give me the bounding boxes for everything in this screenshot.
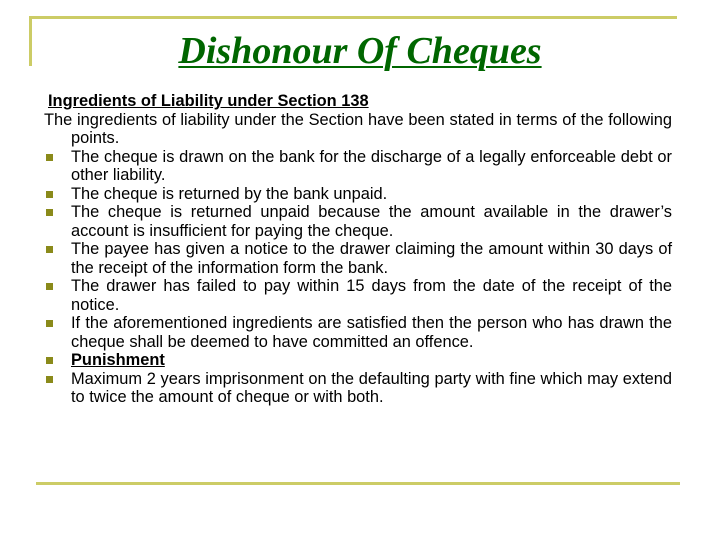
list-item: [44, 203, 672, 240]
square-bullet-icon: [46, 357, 53, 364]
list-item-text: If the aforementioned ingredients are satisfied then the person who has drawn the cheque shall be deemed to have committed an offence.: [71, 314, 672, 351]
square-bullet-icon: [46, 191, 53, 198]
list-item-text: The cheque is drawn on the bank for the discharge of a legally enforceable debt or other liability.: [71, 147, 672, 184]
bullet-list: [44, 148, 672, 407]
list-item: [44, 148, 672, 185]
list-item: [44, 240, 672, 277]
list-item: [44, 314, 672, 351]
square-bullet-icon: [46, 246, 53, 253]
list-item-text: The drawer has failed to pay within 15 days from the date of the receipt of the notice.: [71, 277, 672, 314]
list-item-text: Maximum 2 years imprisonment on the defaulting party with fine which may extend to twice the amount of cheque or with both.: [71, 369, 672, 406]
intro-paragraph: The ingredients of liability under the Section have been stated in terms of the following points.: [44, 110, 672, 147]
list-item-punishment: [44, 351, 672, 370]
list-item: [44, 277, 672, 314]
square-bullet-icon: [46, 283, 53, 290]
list-item-text: The payee has given a notice to the drawer claiming the amount within 30 days of the receipt of the information form the bank.: [71, 240, 672, 277]
slide-body: [44, 92, 672, 407]
square-bullet-icon: [46, 209, 53, 216]
section-heading: Ingredients of Liability under Section 138: [48, 92, 369, 110]
list-item: [44, 185, 672, 204]
punishment-heading: Punishment: [71, 351, 165, 369]
slide-title: Dishonour Of Cheques: [178, 30, 542, 72]
square-bullet-icon: [46, 320, 53, 327]
top-horizontal-rule: [29, 16, 677, 19]
square-bullet-icon: [46, 376, 53, 383]
list-item-text: The cheque is returned by the bank unpaid.: [71, 184, 388, 203]
square-bullet-icon: [46, 154, 53, 161]
list-item: [44, 370, 672, 407]
bottom-horizontal-rule: [36, 482, 680, 485]
list-item-text: The cheque is returned unpaid because the amount available in the drawer’s account is insufficient for paying the cheque.: [71, 203, 672, 240]
